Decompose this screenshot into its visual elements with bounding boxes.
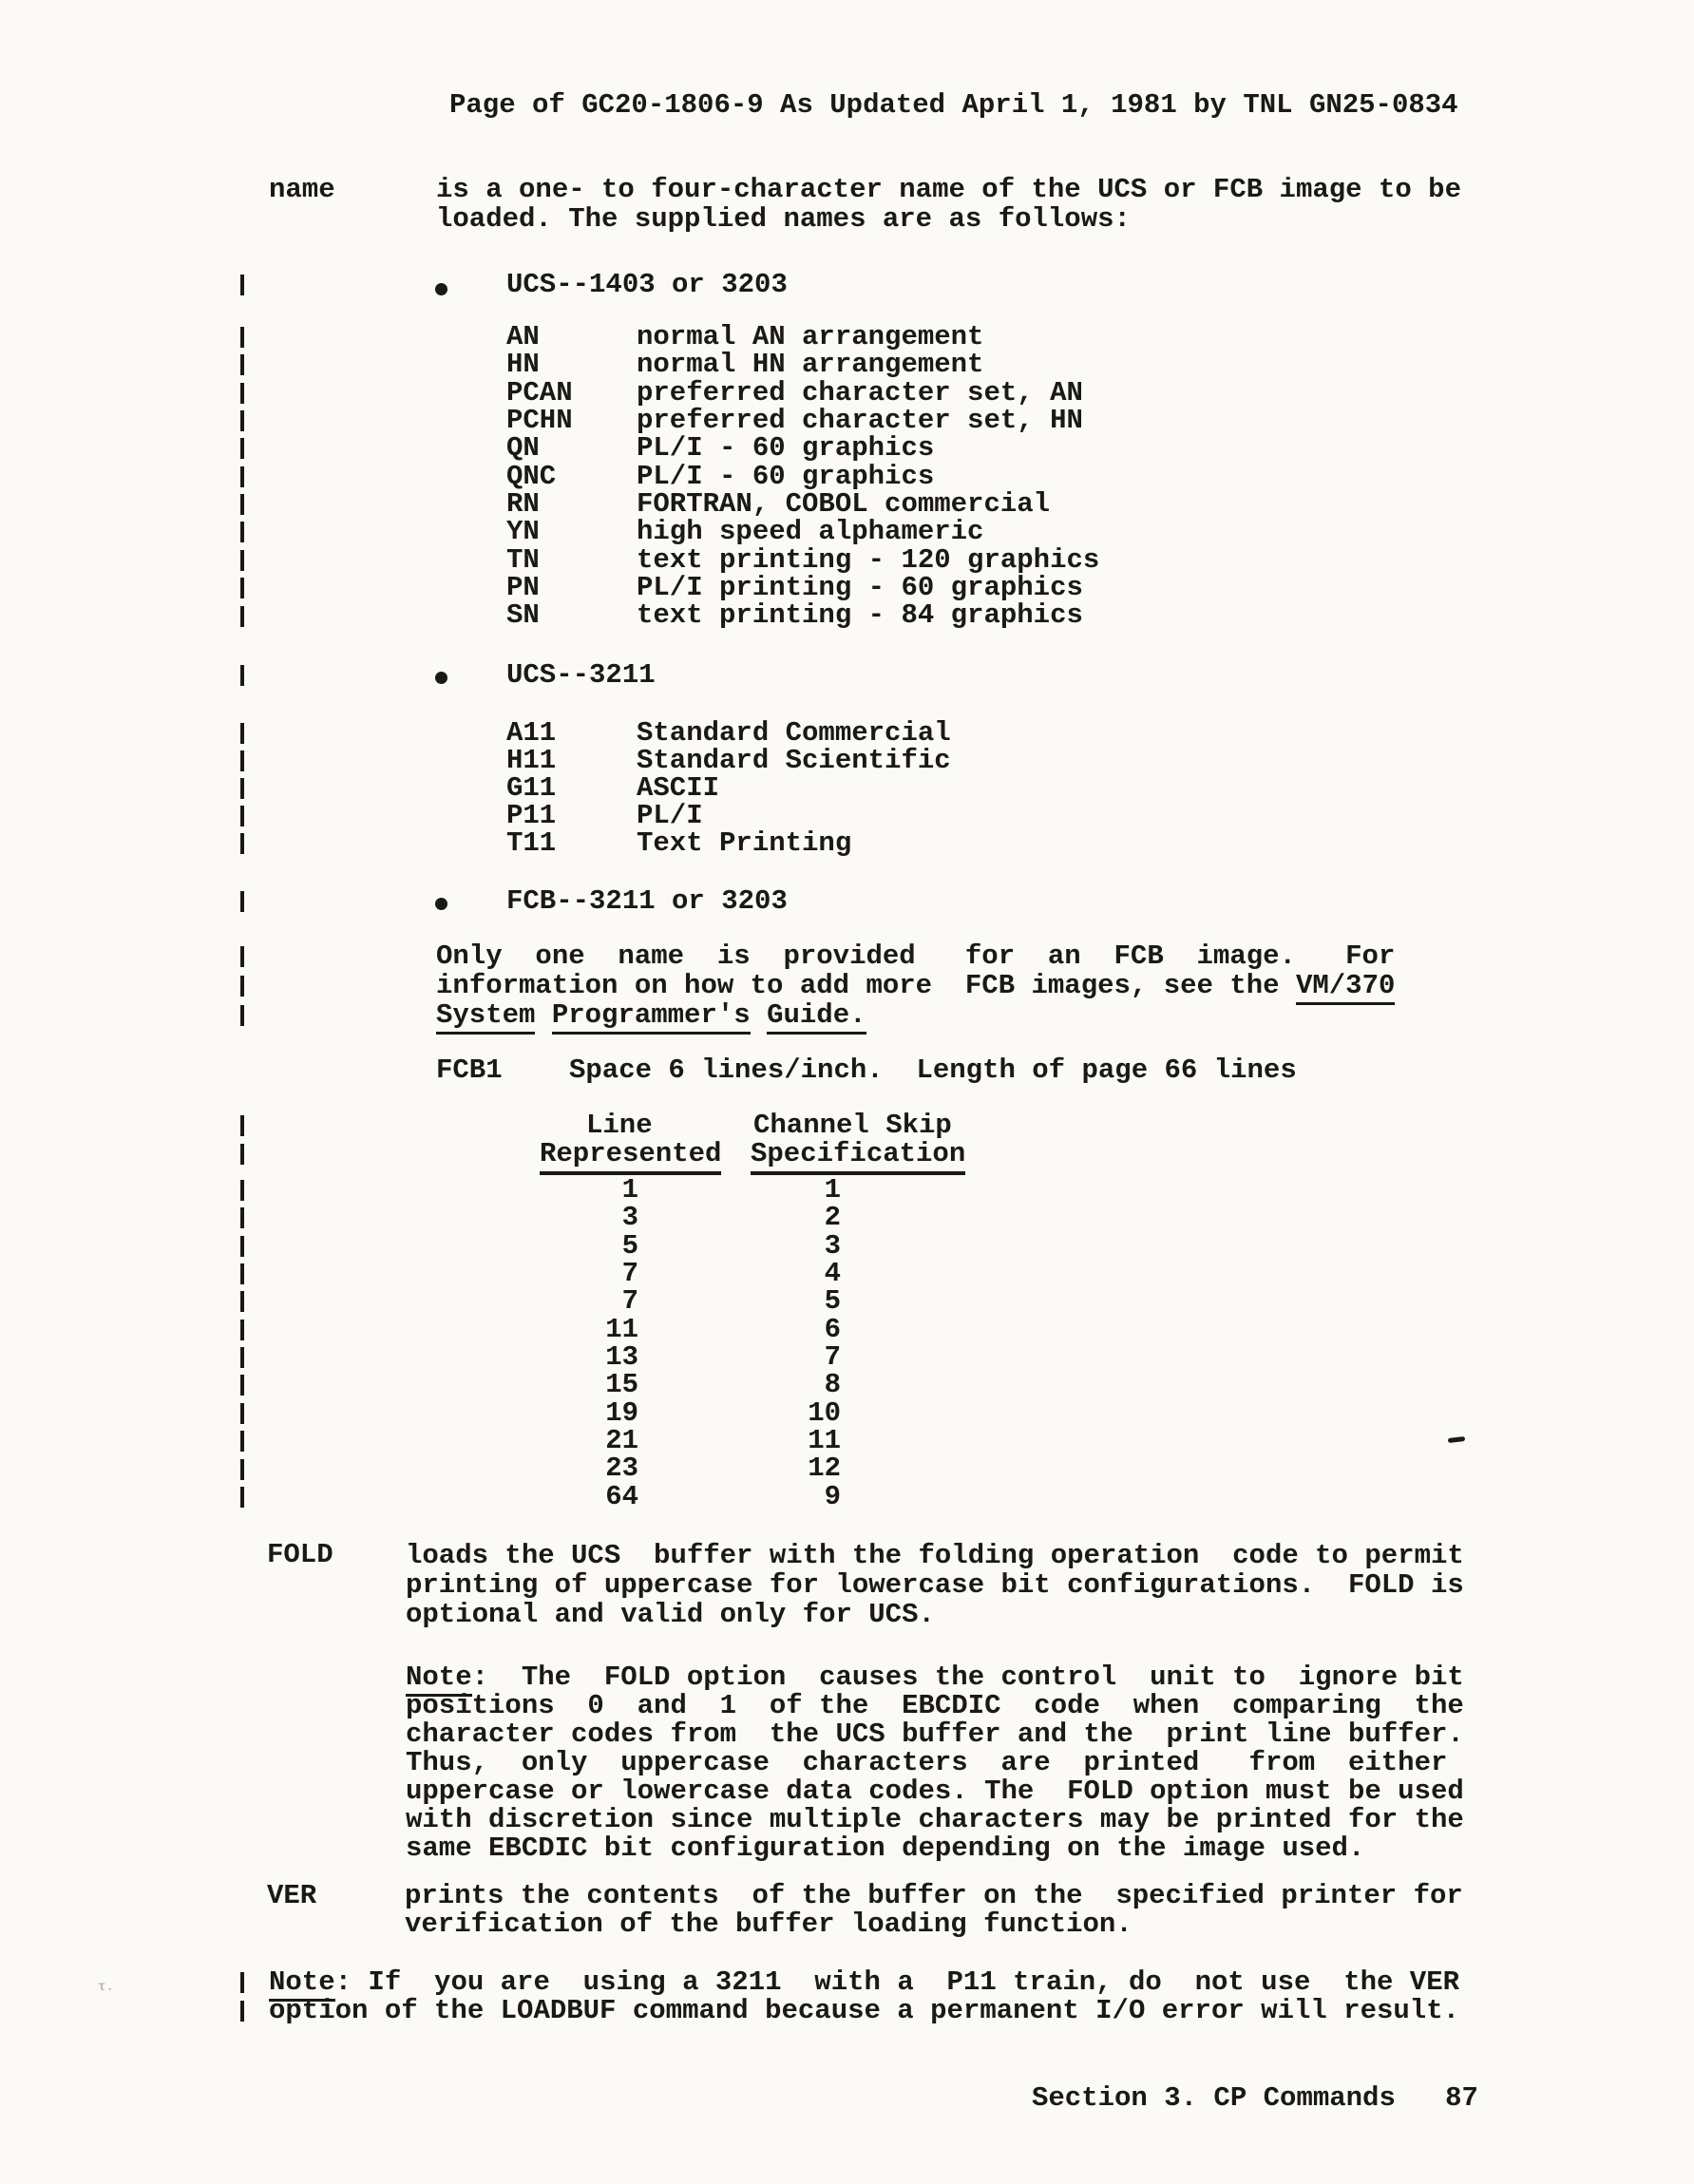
- text-line: Note: If you are using a 3211 with a P11 train, do not use the VER: [269, 1968, 1459, 1997]
- channel-skip-cell: 1: [824, 1174, 841, 1206]
- text-line: System Programmer's Guide.: [436, 1001, 1395, 1031]
- train-code: AN: [506, 321, 540, 352]
- change-bar: [240, 833, 244, 854]
- term-name: name: [269, 174, 335, 205]
- channel-skip-cell: 5: [824, 1285, 841, 1318]
- bullet-title-fcb-3211: FCB--3211 or 3203: [506, 885, 788, 917]
- change-bar: [240, 494, 244, 515]
- channel-skip-cell: 3: [824, 1229, 841, 1262]
- channel-skip-cell: 8: [824, 1369, 841, 1401]
- term-fold: FOLD: [267, 1539, 333, 1570]
- running-header: Page of GC20-1806-9 As Updated April 1, 1981 by TNL GN25-0834: [449, 89, 1458, 121]
- table-row: [540, 1285, 841, 1318]
- table-row: [540, 1313, 841, 1345]
- text-line: information on how to add more FCB images, see the VM/370: [436, 972, 1395, 1001]
- channel-skip-cell: 4: [824, 1258, 841, 1290]
- line-represented-cell: 15: [605, 1369, 638, 1401]
- text-line: prints the contents of the buffer on the specified printer for: [405, 1880, 1463, 1911]
- train-list-item: [506, 349, 1099, 381]
- change-bar: [240, 466, 244, 487]
- change-bar: [240, 354, 244, 375]
- table-row: [540, 1229, 841, 1262]
- change-bar: [240, 1972, 244, 1993]
- change-bar: [240, 1005, 244, 1026]
- train-code: SN: [506, 599, 540, 632]
- channel-skip-cell: 6: [824, 1313, 841, 1345]
- channel-skip-table: [540, 1176, 841, 1510]
- train-description: text printing - 84 graphics: [637, 599, 1083, 632]
- change-bar: [240, 2001, 244, 2022]
- train-code: PCHN: [506, 405, 573, 437]
- change-bar: [240, 1459, 244, 1480]
- train-list-item: [506, 800, 951, 832]
- train-description: preferred character set, AN: [637, 376, 1083, 408]
- table-header-represented: Represented: [540, 1140, 721, 1168]
- train-code: T11: [506, 827, 557, 860]
- train-code: HN: [506, 349, 540, 381]
- text-line: verification of the buffer loading function.: [405, 1909, 1133, 1940]
- scan-artifact-speck: τ.: [98, 1980, 114, 1995]
- train-code: QN: [506, 432, 540, 465]
- text-line: optional and valid only for UCS.: [406, 1599, 935, 1630]
- line-represented-cell: 64: [605, 1480, 638, 1512]
- fold-definition: [406, 1541, 1464, 1629]
- change-bar: [240, 1431, 244, 1452]
- train-code: RN: [506, 488, 540, 521]
- change-bar: [240, 806, 244, 826]
- table-row: [540, 1202, 841, 1234]
- train-list-item: [506, 376, 1099, 408]
- train-list-item: [506, 772, 951, 805]
- fcb-image-paragraph: [436, 942, 1395, 1030]
- train-description: normal AN arrangement: [637, 321, 984, 352]
- text-line: uppercase or lowercase data codes. The FOLD option must be used: [406, 1776, 1464, 1808]
- text-line: Only one name is provided for an FCB image. For: [436, 940, 1396, 972]
- train-code: PCAN: [506, 376, 573, 408]
- fcb1-description: Space 6 lines/inch. Length of page 66 lines: [569, 1054, 1297, 1086]
- bullet-title-ucs-1403: UCS--1403 or 3203: [506, 269, 788, 300]
- change-bar: [240, 327, 244, 348]
- change-bar: [240, 723, 244, 744]
- train-code: A11: [506, 717, 557, 749]
- bullet-icon: [435, 898, 447, 910]
- train-list-item: [506, 719, 951, 747]
- channel-skip-cell: 10: [808, 1396, 841, 1429]
- change-bar: [240, 891, 244, 912]
- train-description: PL/I: [637, 800, 703, 832]
- table-row: [540, 1425, 841, 1457]
- bullet-title-ucs-3211: UCS--3211: [506, 659, 656, 691]
- train-list-item: [506, 516, 1099, 548]
- change-bar: [240, 1115, 244, 1136]
- table-row: [540, 1453, 841, 1485]
- train-code: YN: [506, 516, 540, 548]
- change-bar: [240, 976, 244, 997]
- ucs-1403-train-list: [506, 323, 1099, 630]
- table-row: [540, 1341, 841, 1374]
- train-code: QNC: [506, 460, 557, 492]
- change-bar: [240, 275, 244, 295]
- line-represented-cell: 23: [605, 1453, 638, 1485]
- page-footer: Section 3. CP Commands 87: [1032, 2082, 1478, 2114]
- text-line: option of the LOADBUF command because a permanent I/O error will result.: [269, 1994, 1460, 2026]
- line-represented-cell: 3: [621, 1202, 638, 1234]
- change-bar: [240, 1487, 244, 1508]
- change-bar: [240, 1236, 244, 1257]
- train-list-item: [506, 543, 1100, 576]
- line-represented-cell: 7: [621, 1285, 638, 1318]
- change-bar: [240, 1144, 244, 1165]
- train-description: Standard Commercial: [637, 717, 951, 749]
- train-description: ASCII: [637, 772, 720, 805]
- change-bar: [240, 778, 244, 799]
- train-list-item: [506, 460, 1099, 492]
- table-row: [540, 1480, 841, 1512]
- train-description: Text Printing: [637, 827, 852, 860]
- text-line: with discretion since multiple characters may be printed for the: [406, 1804, 1464, 1836]
- change-bar: [240, 522, 244, 542]
- train-list-item: [506, 572, 1099, 604]
- ver-definition: [405, 1882, 1463, 1939]
- text-line: printing of uppercase for lowercase bit configurations. FOLD is: [406, 1569, 1464, 1601]
- line-represented-cell: 11: [605, 1313, 638, 1345]
- fold-note-paragraph: [406, 1663, 1464, 1863]
- change-bar: [240, 410, 244, 431]
- train-code: PN: [506, 572, 540, 604]
- text-line: character codes from the UCS buffer and the print line buffer.: [406, 1719, 1464, 1751]
- table-row: [540, 1369, 841, 1401]
- change-bar: [240, 1207, 244, 1228]
- train-code: TN: [506, 543, 540, 576]
- change-bar: [240, 1320, 244, 1340]
- table-row: [540, 1396, 841, 1429]
- bullet-icon: [435, 283, 447, 295]
- change-bar: [240, 438, 244, 459]
- train-description: text printing - 120 graphics: [637, 543, 1100, 576]
- train-description: PL/I - 60 graphics: [637, 432, 935, 465]
- line-represented-cell: 7: [621, 1258, 638, 1290]
- change-bar: [240, 383, 244, 404]
- name-definition: [436, 176, 1461, 235]
- train-list-item: [506, 432, 1099, 465]
- channel-skip-cell: 7: [824, 1341, 841, 1374]
- table-row: [540, 1258, 841, 1290]
- train-code: H11: [506, 745, 557, 777]
- train-description: preferred character set, HN: [637, 405, 1083, 437]
- train-list-item: [506, 827, 951, 860]
- train-description: PL/I printing - 60 graphics: [637, 572, 1083, 604]
- change-bar: [240, 1375, 244, 1396]
- train-code: G11: [506, 772, 557, 805]
- channel-skip-cell: 2: [824, 1202, 841, 1234]
- text-line: Note: The FOLD option causes the control unit to ignore bit: [406, 1663, 1464, 1692]
- change-bar: [240, 1291, 244, 1312]
- change-bar: [240, 550, 244, 571]
- table-header-line: Line: [586, 1110, 653, 1141]
- text-line: is a one- to four-character name of the UCS or FCB image to be: [436, 174, 1461, 205]
- change-bar: [240, 578, 244, 598]
- bullet-icon: [435, 672, 447, 684]
- line-represented-cell: 21: [605, 1425, 638, 1457]
- table-header-channel-skip: Channel Skip: [753, 1110, 952, 1141]
- train-list-item: [506, 488, 1099, 521]
- text-line: same EBCDIC bit configuration depending on the image used.: [406, 1833, 1365, 1865]
- text-line: loaded. The supplied names are as follows:: [436, 202, 1131, 235]
- change-bar: [240, 1347, 244, 1368]
- train-description: PL/I - 60 graphics: [637, 460, 935, 492]
- term-fcb1: FCB1: [436, 1054, 503, 1086]
- change-bar: [240, 946, 244, 967]
- train-description: Standard Scientific: [637, 745, 951, 777]
- change-bar: [240, 606, 244, 627]
- text-line: loads the UCS buffer with the folding operation code to permit: [406, 1540, 1464, 1571]
- train-description: FORTRAN, COBOL commercial: [637, 488, 1051, 521]
- train-description: normal HN arrangement: [637, 349, 984, 381]
- bottom-note-paragraph: [269, 1968, 1459, 2024]
- change-bar: [240, 750, 244, 771]
- change-bar: [240, 1180, 244, 1201]
- text-line: Thus, only uppercase characters are printed from either: [406, 1747, 1448, 1779]
- change-bar: [240, 1263, 244, 1284]
- text-line: positions 0 and 1 of the EBCDIC code when comparing the: [406, 1690, 1464, 1722]
- table-header-specification: Specification: [751, 1140, 965, 1168]
- ucs-3211-train-list: [506, 717, 951, 860]
- line-represented-cell: 19: [605, 1396, 638, 1429]
- channel-skip-cell: 12: [808, 1453, 841, 1485]
- train-list-item: [506, 599, 1099, 632]
- line-represented-cell: 5: [621, 1229, 638, 1262]
- change-bar: [240, 1403, 244, 1424]
- channel-skip-cell: 11: [808, 1425, 841, 1457]
- train-list-item: [506, 745, 951, 777]
- line-represented-cell: 13: [605, 1341, 638, 1374]
- table-row: [540, 1176, 841, 1204]
- term-ver: VER: [267, 1880, 317, 1911]
- train-list-item: [506, 323, 1099, 351]
- change-bar: [240, 665, 244, 686]
- scan-artifact-dash: [1448, 1436, 1465, 1443]
- train-list-item: [506, 405, 1099, 437]
- line-represented-cell: 1: [621, 1174, 638, 1206]
- train-description: high speed alphameric: [637, 516, 984, 548]
- train-code: P11: [506, 800, 557, 832]
- channel-skip-cell: 9: [824, 1480, 841, 1512]
